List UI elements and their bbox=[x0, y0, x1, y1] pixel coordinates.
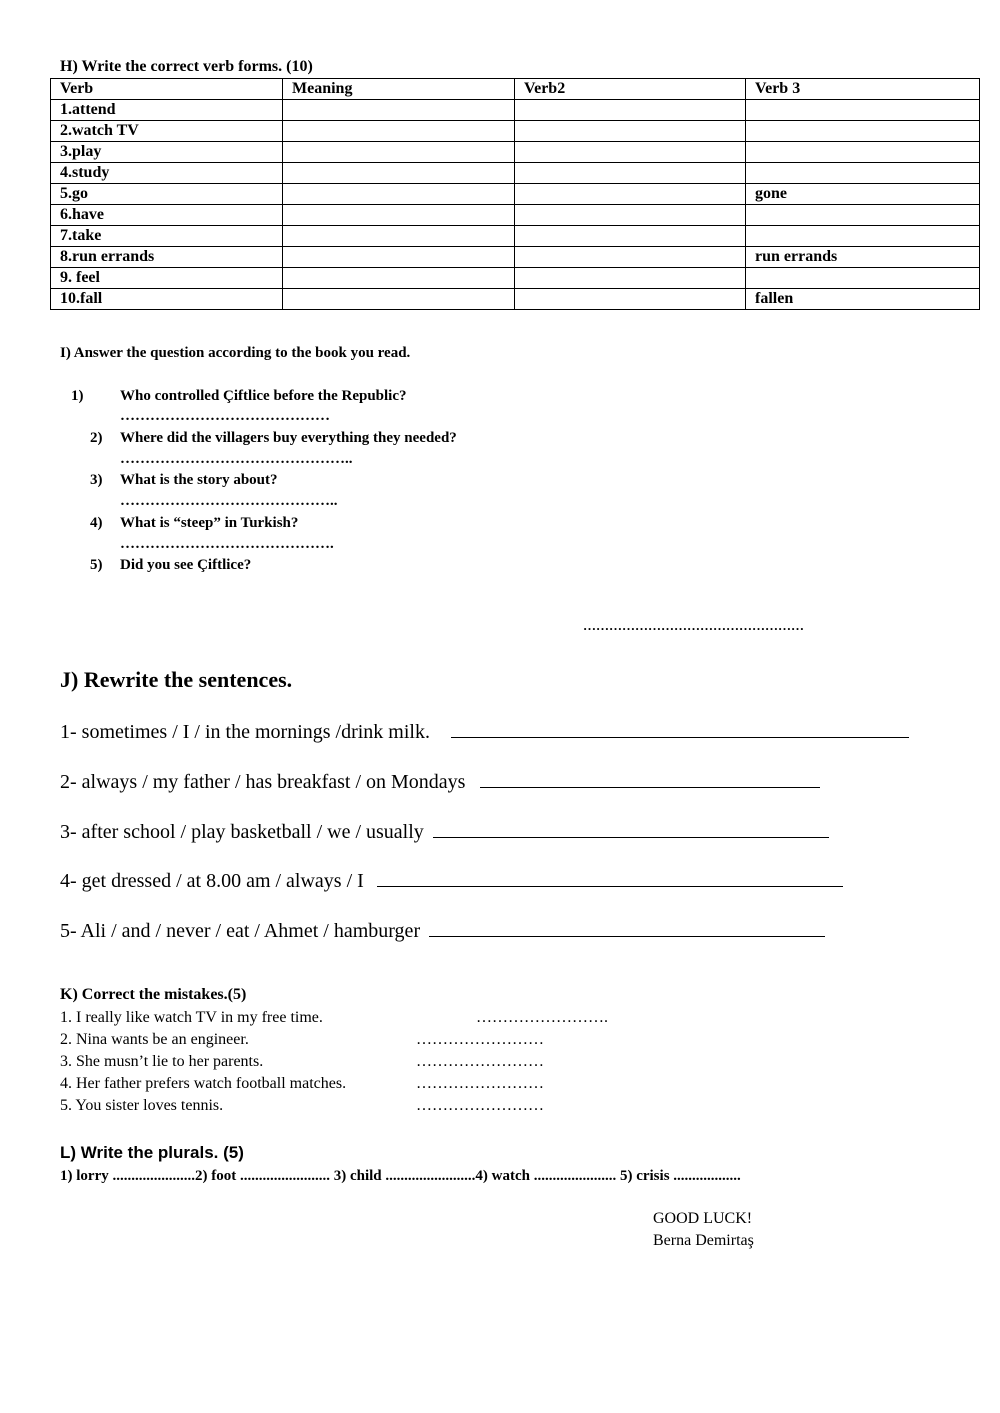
answer-line[interactable] bbox=[377, 866, 843, 887]
question-number: 3) bbox=[90, 472, 103, 488]
verb-forms-table bbox=[50, 78, 980, 310]
verb-cell: 7.take bbox=[51, 226, 283, 247]
table-row bbox=[51, 268, 980, 289]
verb3-cell: run errands bbox=[746, 247, 980, 268]
section-i-title: I) Answer the question according to the book you read. bbox=[60, 345, 411, 361]
verb-cell: 2.watch TV bbox=[51, 121, 283, 142]
verb-cell: 9. feel bbox=[51, 268, 283, 289]
verb2-cell[interactable] bbox=[515, 247, 746, 268]
verb2-cell[interactable] bbox=[515, 184, 746, 205]
meaning-cell[interactable] bbox=[283, 100, 515, 121]
verb-cell: 6.have bbox=[51, 205, 283, 226]
author-name: Berna Demirtaş bbox=[653, 1232, 754, 1249]
table-row bbox=[51, 100, 980, 121]
verb3-cell[interactable] bbox=[746, 268, 980, 289]
question-text: What is “steep” in Turkish? bbox=[120, 515, 299, 531]
meaning-cell[interactable] bbox=[283, 247, 515, 268]
table-row bbox=[51, 289, 980, 310]
verb-cell: 8.run errands bbox=[51, 247, 283, 268]
verb-cell: 1.attend bbox=[51, 100, 283, 121]
question-number: 5) bbox=[90, 557, 103, 573]
section-j-title: J) Rewrite the sentences. bbox=[60, 667, 293, 692]
table-row bbox=[51, 121, 980, 142]
header-meaning: Meaning bbox=[283, 79, 515, 100]
answer-dots[interactable]: …………………… bbox=[416, 1075, 544, 1092]
mistake-sentence: 2. Nina wants be an engineer. bbox=[60, 1031, 249, 1048]
verb3-cell[interactable] bbox=[746, 142, 980, 163]
rewrite-item bbox=[60, 767, 820, 794]
answer-dots[interactable]: ……………………………………. bbox=[120, 536, 334, 552]
verb3-cell[interactable] bbox=[746, 163, 980, 184]
verb2-cell[interactable] bbox=[515, 163, 746, 184]
table-row bbox=[51, 205, 980, 226]
answer-dots[interactable]: …………………………………………… bbox=[583, 618, 804, 633]
verb2-cell[interactable] bbox=[515, 289, 746, 310]
rewrite-prompt: 2- always / my father / has breakfast / on Mondays bbox=[60, 771, 466, 793]
section-l-title: L) Write the plurals. (5) bbox=[60, 1143, 244, 1162]
answer-dots[interactable]: ……………………………………….. bbox=[120, 451, 353, 467]
mistake-sentence: 1. I really like watch TV in my free time. bbox=[60, 1009, 323, 1026]
answer-dots[interactable]: ……………………. bbox=[476, 1009, 608, 1026]
section-h-title: H) Write the correct verb forms. (10) bbox=[60, 58, 313, 75]
table-row bbox=[51, 184, 980, 205]
rewrite-item bbox=[60, 866, 843, 893]
meaning-cell[interactable] bbox=[283, 163, 515, 184]
verb2-cell[interactable] bbox=[515, 205, 746, 226]
meaning-cell[interactable] bbox=[283, 226, 515, 247]
good-luck-text: GOOD LUCK! bbox=[653, 1210, 753, 1227]
table-row bbox=[51, 142, 980, 163]
verb2-cell[interactable] bbox=[515, 121, 746, 142]
question-number: 4) bbox=[90, 515, 103, 531]
section-k-title: K) Correct the mistakes.(5) bbox=[60, 986, 247, 1003]
answer-dots[interactable]: …………………………………….. bbox=[120, 493, 338, 509]
rewrite-item bbox=[60, 916, 825, 943]
verb3-cell[interactable] bbox=[746, 226, 980, 247]
rewrite-item bbox=[60, 817, 829, 844]
answer-line[interactable] bbox=[429, 916, 825, 937]
verb3-cell[interactable] bbox=[746, 205, 980, 226]
question-text: What is the story about? bbox=[120, 472, 278, 488]
verb3-cell[interactable] bbox=[746, 100, 980, 121]
rewrite-prompt: 3- after school / play basketball / we / usually bbox=[60, 821, 424, 843]
answer-line[interactable] bbox=[451, 717, 909, 738]
verb2-cell[interactable] bbox=[515, 142, 746, 163]
rewrite-prompt: 4- get dressed / at 8.00 am / always / I bbox=[60, 870, 364, 892]
verb-cell: 3.play bbox=[51, 142, 283, 163]
meaning-cell[interactable] bbox=[283, 184, 515, 205]
header-verb3: Verb 3 bbox=[746, 79, 980, 100]
meaning-cell[interactable] bbox=[283, 289, 515, 310]
answer-line[interactable] bbox=[480, 767, 820, 788]
table-row bbox=[51, 247, 980, 268]
header-verb2: Verb2 bbox=[515, 79, 746, 100]
plurals-line[interactable]: 1) lorry ......................2) foot ........................ 3) child ........................4) watch ...................... 5) crisis .................. bbox=[60, 1168, 741, 1184]
rewrite-prompt: 5- Ali / and / never / eat / Ahmet / hamburger bbox=[60, 920, 421, 942]
question-number: 2) bbox=[90, 430, 103, 446]
verb-cell: 10.fall bbox=[51, 289, 283, 310]
verb3-cell: fallen bbox=[746, 289, 980, 310]
answer-dots[interactable]: …………………………………… bbox=[120, 408, 330, 424]
table-header-row bbox=[51, 79, 980, 100]
answer-dots[interactable]: …………………… bbox=[416, 1031, 544, 1048]
question-number: 1) bbox=[71, 388, 84, 404]
answer-dots[interactable]: …………………… bbox=[416, 1053, 544, 1070]
answer-dots[interactable]: …………………… bbox=[416, 1097, 544, 1114]
question-text: Who controlled Çiftlice before the Republic? bbox=[120, 388, 407, 404]
verb-cell: 5.go bbox=[51, 184, 283, 205]
answer-line[interactable] bbox=[433, 817, 829, 838]
mistake-sentence: 4. Her father prefers watch football matches. bbox=[60, 1075, 347, 1092]
meaning-cell[interactable] bbox=[283, 268, 515, 289]
verb2-cell[interactable] bbox=[515, 226, 746, 247]
question-text: Where did the villagers buy everything they needed? bbox=[120, 430, 457, 446]
meaning-cell[interactable] bbox=[283, 142, 515, 163]
rewrite-item bbox=[60, 717, 909, 744]
rewrite-prompt: 1- sometimes / I / in the mornings /drink milk. bbox=[60, 721, 430, 743]
header-verb: Verb bbox=[51, 79, 283, 100]
verb3-cell[interactable] bbox=[746, 121, 980, 142]
verb2-cell[interactable] bbox=[515, 268, 746, 289]
question-text: Did you see Çiftlice? bbox=[120, 557, 252, 573]
mistake-sentence: 3. She musn’t lie to her parents. bbox=[60, 1053, 264, 1070]
meaning-cell[interactable] bbox=[283, 205, 515, 226]
table-row bbox=[51, 226, 980, 247]
table-row bbox=[51, 163, 980, 184]
mistake-sentence: 5. You sister loves tennis. bbox=[60, 1097, 224, 1114]
verb3-cell: gone bbox=[746, 184, 980, 205]
verb-cell: 4.study bbox=[51, 163, 283, 184]
meaning-cell[interactable] bbox=[283, 121, 515, 142]
verb2-cell[interactable] bbox=[515, 100, 746, 121]
